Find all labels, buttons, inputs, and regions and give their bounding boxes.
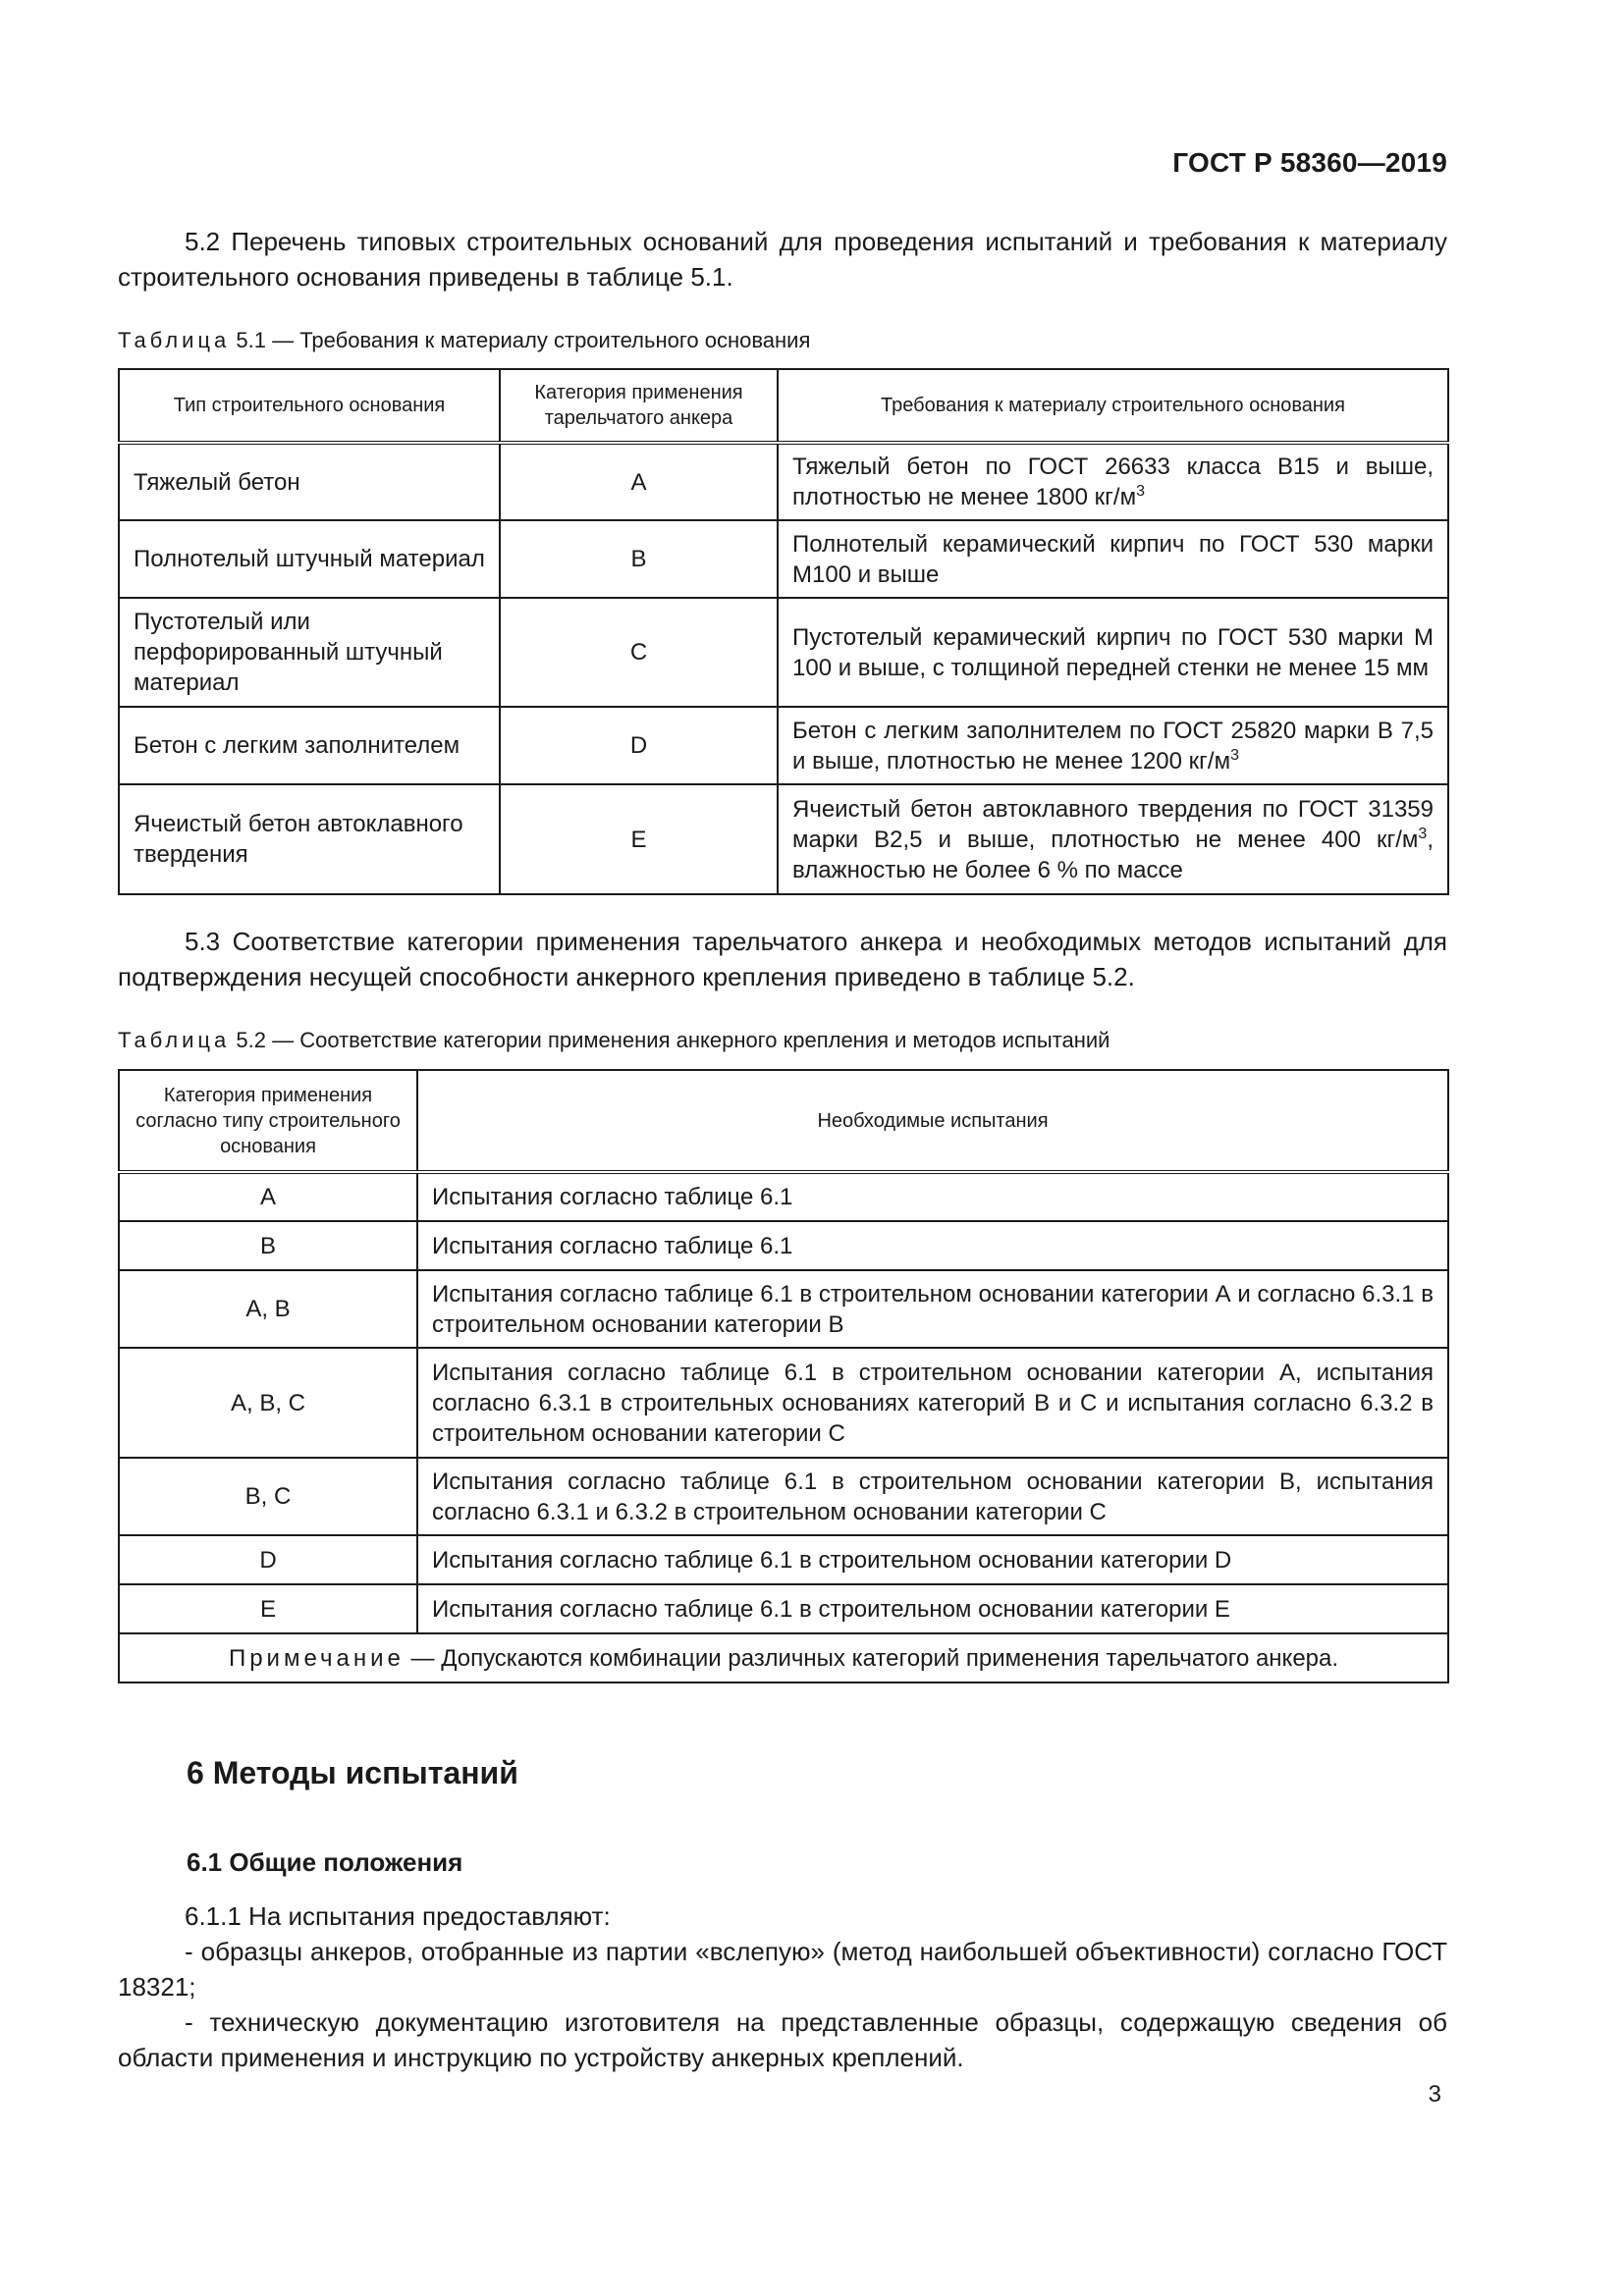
paragraph-6-1-1-item-docs: - техническую документацию изготовителя на представленные образцы, содержащую сведения об области применения и инструкцию по устройству анкерных креплений. [118,2007,1447,2072]
table-5-1-caption [118,327,810,354]
table-5-2-note [119,1633,1448,1682]
table-5-2-caption [118,1027,1110,1054]
table-row [119,1584,1448,1633]
table-5-1-cell-type: Полнотелый штучный материал [119,520,500,598]
table-5-1-caption-label: Таблица [118,328,231,352]
table-5-2 [118,1069,1449,1683]
table-5-1-cell-category: A [500,443,778,520]
section-6-title: 6 Методы испытаний [187,1755,518,1790]
table-5-2-cell-category: E [119,1584,417,1633]
table-row [119,1221,1448,1270]
table-5-1-cell-requirements: Пустотелый керамический кирпич по ГОСТ 530 марки М 100 и выше, с толщиной передней стенки не менее 15 мм [778,598,1448,707]
table-5-2-cell-tests: Испытания согласно таблице 6.1 в строительном основании категории А, испытания согласно 6.3.1 в строительных основаниях категорий В и С и испытания согласно 6.3.2 в строительном основании категории С [417,1348,1448,1458]
table-5-2-header-tests: Необходимые испытания [417,1070,1448,1172]
table-5-1 [118,368,1449,895]
superscript: 3 [1136,483,1145,500]
table-5-1-header-type: Тип строительного основания [119,369,500,443]
table-5-2-cell-tests: Испытания согласно таблице 6.1 [417,1221,1448,1270]
table-5-2-cell-category: D [119,1535,417,1584]
table-5-2-note-row [119,1633,1448,1682]
table-5-1-cell-category: C [500,598,778,707]
superscript: 3 [1230,746,1239,764]
paragraph-6-1-1-item-samples: - образцы анкеров, отобранные из партии «вслепую» (метод наибольшей объективности) согласно ГОСТ 18321; [118,1937,1447,2002]
table-5-2-cell-tests: Испытания согласно таблице 6.1 в строительном основании категории Е [417,1584,1448,1633]
table-5-1-cell-requirements [778,443,1448,520]
table-5-2-cell-tests: Испытания согласно таблице 6.1 [417,1172,1448,1221]
table-5-2-cell-category: B, C [119,1458,417,1535]
table-5-2-cell-category: A, B [119,1270,417,1348]
table-5-1-header-requirements: Требования к материалу строительного основания [778,369,1448,443]
table-5-2-cell-tests: Испытания согласно таблице 6.1 в строительном основании категории В, испытания согласно 6.3.1 и 6.3.2 в строительном основании категории С [417,1458,1448,1535]
table-5-1-cell-requirements: Полнотелый керамический кирпич по ГОСТ 530 марки М100 и выше [778,520,1448,598]
table-5-1-caption-text: 5.1 — Требования к материалу строительного основания [236,328,811,352]
table-5-2-caption-label: Таблица [118,1028,231,1052]
table-5-2-cell-category: B [119,1221,417,1270]
table-5-2-cell-category: A [119,1172,417,1221]
table-5-1-header-category: Категория применения тарельчатого анкера [500,369,778,443]
table-5-1-cell-type: Бетон с легким заполнителем [119,707,500,784]
table-row [119,784,1448,894]
table-5-1-cell-type: Ячеистый бетон автоклавного твердения [119,784,500,894]
table-row [119,1348,1448,1458]
superscript: 3 [1418,825,1428,842]
table-row [119,707,1448,784]
table-row [119,520,1448,598]
table-5-2-note-text: — Допускаются комбинации различных категорий применения тарельчатого анкера. [404,1644,1339,1672]
table-row [119,1458,1448,1535]
section-6-1-title: 6.1 Общие положения [187,1847,463,1877]
table-5-1-cell-category: B [500,520,778,598]
table-5-1-cell-requirements [778,784,1448,894]
table-5-1-cell-category: D [500,707,778,784]
requirement-text-tail: , влажностью не более 6 % по массе [792,826,1434,883]
table-row [119,1535,1448,1584]
paragraph-5-2: 5.2 Перечень типовых строительных оснований для проведения испытаний и требования к материалу строительного основания приведены в таблице 5.1. [118,227,1447,292]
table-5-1-cell-type: Тяжелый бетон [119,443,500,520]
requirement-text: Тяжелый бетон по ГОСТ 26633 класса В15 и выше, плотностью не менее 1800 кг/м [792,454,1434,510]
table-5-1-cell-category: E [500,784,778,894]
table-5-2-cell-tests: Испытания согласно таблице 6.1 в строительном основании категории А и согласно 6.3.1 в строительном основании категории В [417,1270,1448,1348]
document-header-code: ГОСТ Р 58360—2019 [1172,147,1447,178]
table-5-2-header-category: Категория применения согласно типу строительного основания [119,1070,417,1172]
table-row [119,1172,1448,1221]
requirement-text: Бетон с легким заполнителем по ГОСТ 25820 марки В 7,5 и выше, плотностью не менее 1200 кг/м [792,717,1434,774]
table-row [119,443,1448,520]
table-row [119,598,1448,707]
paragraph-6-1-1: 6.1.1 На испытания предоставляют: [185,1901,611,1931]
table-5-2-note-label: Примечание [228,1644,405,1672]
table-5-2-cell-tests: Испытания согласно таблице 6.1 в строительном основании категории D [417,1535,1448,1584]
table-5-1-cell-type: Пустотелый или перфорированный штучный материал [119,598,500,707]
paragraph-5-3: 5.3 Соответствие категории применения тарельчатого анкера и необходимых методов испытаний для подтверждения несущей способности анкерного крепления приведено в таблице 5.2. [118,927,1447,991]
table-5-2-cell-category: A, B, C [119,1348,417,1458]
table-5-1-cell-requirements [778,707,1448,784]
table-row [119,1270,1448,1348]
page-number: 3 [1428,2081,1441,2108]
requirement-text: Ячеистый бетон автоклавного твердения по ГОСТ 31359 марки В2,5 и выше, плотностью не менее 400 кг/м [792,795,1434,853]
table-5-2-caption-text: 5.2 — Соответствие категории применения анкерного крепления и методов испытаний [236,1028,1110,1052]
